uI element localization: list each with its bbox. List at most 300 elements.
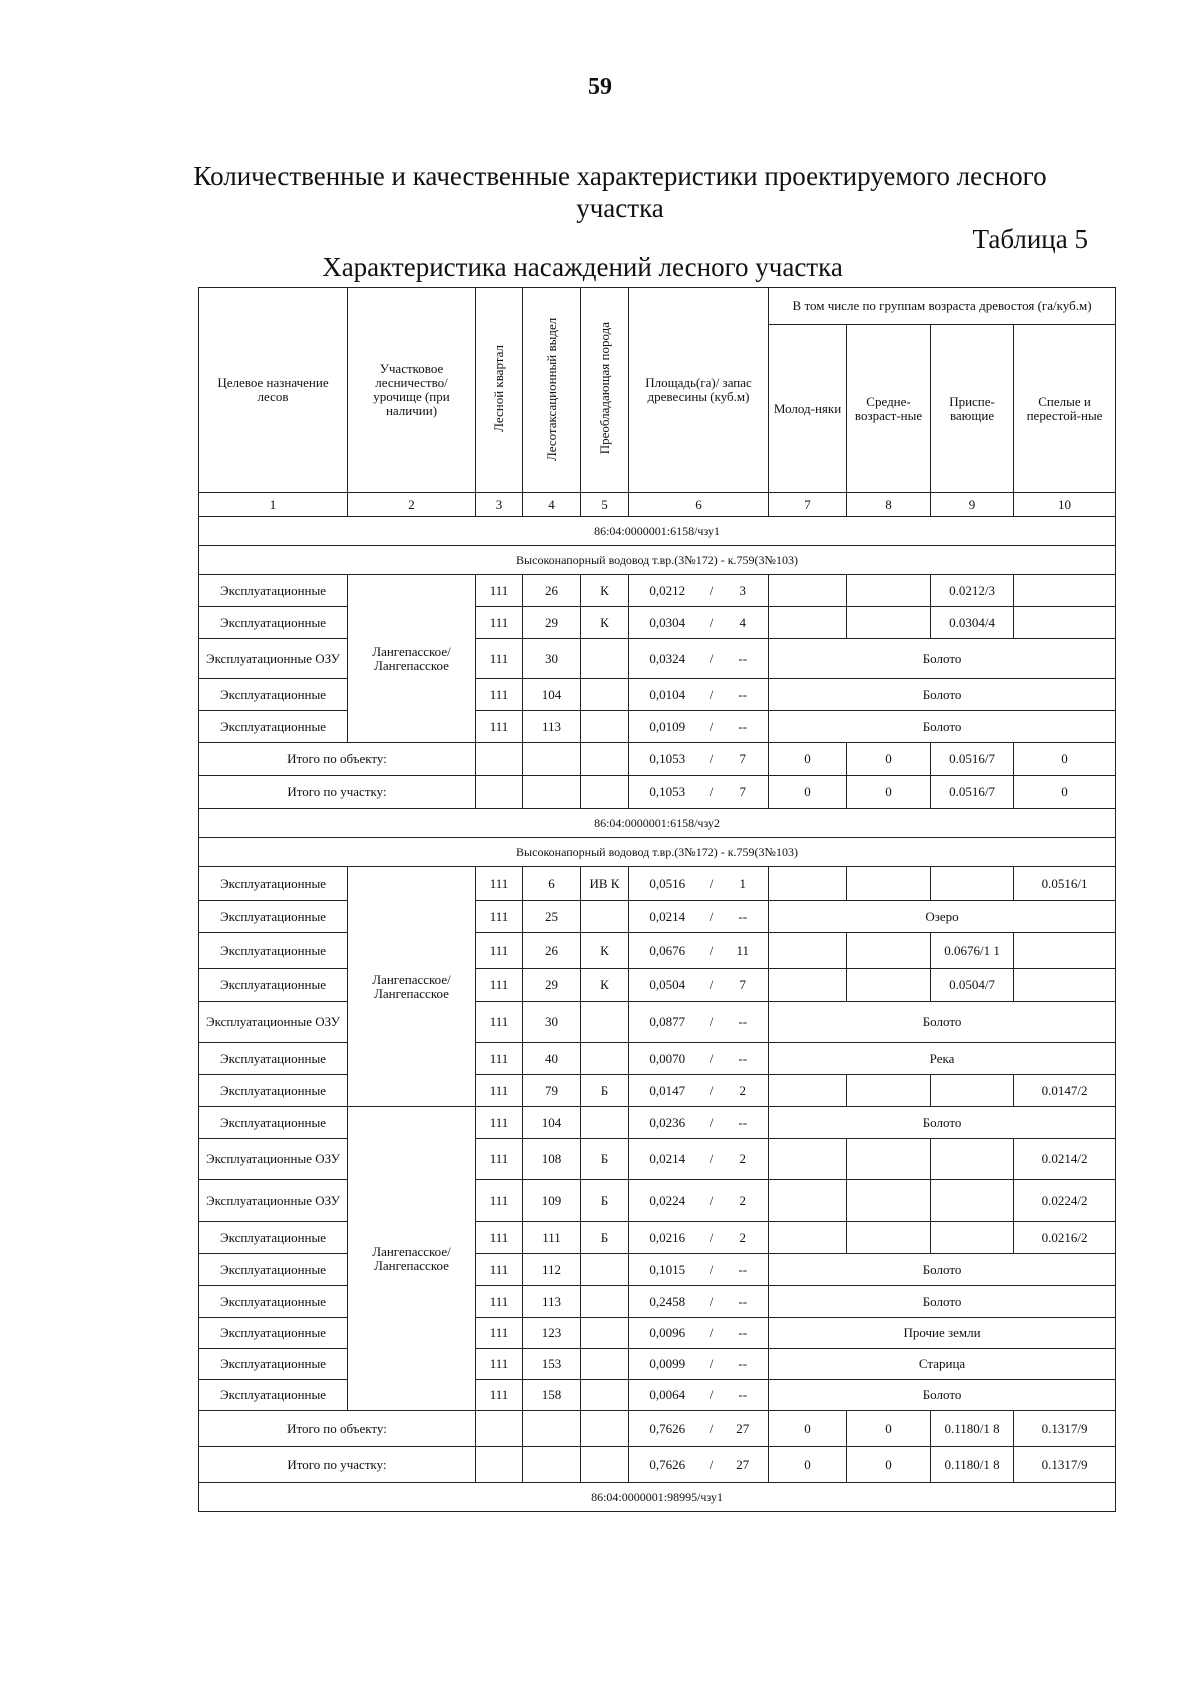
table-cell: 0 <box>847 776 931 809</box>
table-cell: 111 <box>476 575 523 607</box>
table-cell: 0.1317/9 <box>1014 1447 1116 1483</box>
table-cell: 4 <box>718 607 769 639</box>
table-cell <box>581 901 629 933</box>
table-cell <box>847 575 931 607</box>
table-cell: К <box>581 575 629 607</box>
land-type-note: Болото <box>769 1380 1116 1411</box>
table-cell: Итого по участку: <box>199 1447 476 1483</box>
page-number: 59 <box>588 74 612 100</box>
table-cell: 104 <box>523 679 581 711</box>
header-forestry: Участковое лесничество/ урочище (при наличии) <box>348 288 476 493</box>
table-row <box>199 1139 1116 1180</box>
table-cell: 26 <box>523 575 581 607</box>
table-cell: 3 <box>718 575 769 607</box>
table-cell <box>931 1222 1014 1254</box>
table-cell: 0,0236 <box>629 1107 706 1139</box>
table-row <box>199 639 1116 679</box>
table-cell <box>581 1254 629 1286</box>
table-cell: 2 <box>718 1180 769 1222</box>
land-type-note: Болото <box>769 679 1116 711</box>
table-cell <box>581 639 629 679</box>
table-cell: 109 <box>523 1180 581 1222</box>
table-cell: 7 <box>718 743 769 776</box>
table-cell: / <box>706 901 718 933</box>
table-cell: Б <box>581 1139 629 1180</box>
table-cell: -- <box>718 1380 769 1411</box>
table-cell: / <box>706 969 718 1002</box>
table-cell: К <box>581 933 629 969</box>
table-cell: 29 <box>523 969 581 1002</box>
table-cell <box>769 933 847 969</box>
header-quarter: Лесной квартал <box>476 288 523 493</box>
table-cell: 11 <box>718 933 769 969</box>
table-cell: 1 <box>718 867 769 901</box>
table-cell: 0,0104 <box>629 679 706 711</box>
land-type-note: Река <box>769 1043 1116 1075</box>
header-allotment: Лесотаксационный выдел <box>523 288 581 493</box>
table-cell <box>769 969 847 1002</box>
table-cell <box>476 743 523 776</box>
table-cell: -- <box>718 901 769 933</box>
table-cell: 113 <box>523 711 581 743</box>
col-number-2: 2 <box>348 493 476 517</box>
table-cell: 0.0516/7 <box>931 743 1014 776</box>
table-row <box>199 933 1116 969</box>
table-cell: 0.0304/4 <box>931 607 1014 639</box>
table-cell: 0.0516/7 <box>931 776 1014 809</box>
table-cell: 0,0304 <box>629 607 706 639</box>
table-cell <box>523 1411 581 1447</box>
table-cell <box>1014 607 1116 639</box>
table-cell: / <box>706 1002 718 1043</box>
table-cell: 104 <box>523 1107 581 1139</box>
header-middle-aged: Средне-возраст-ные <box>847 325 931 493</box>
table-cell <box>769 1222 847 1254</box>
table-cell: 79 <box>523 1075 581 1107</box>
table-cell: / <box>706 575 718 607</box>
table-cell: Эксплуатационные <box>199 1075 348 1107</box>
table-cell: 111 <box>476 1380 523 1411</box>
table-cell: -- <box>718 1254 769 1286</box>
table-cell: 111 <box>476 867 523 901</box>
header-purpose: Целевое назначение лесов <box>199 288 348 493</box>
table-cell: 7 <box>718 776 769 809</box>
table-cell: 0,0064 <box>629 1380 706 1411</box>
table-cell: 0 <box>1014 743 1116 776</box>
table-row <box>199 1286 1116 1318</box>
table-cell <box>1014 933 1116 969</box>
table-row <box>199 679 1116 711</box>
title-line-2: участка <box>576 193 664 223</box>
land-type-note: Болото <box>769 639 1116 679</box>
table-cell: 0 <box>1014 776 1116 809</box>
table-title: Характеристика насаждений лесного участка <box>322 252 843 282</box>
table-cell: 0,2458 <box>629 1286 706 1318</box>
table-cell: -- <box>718 639 769 679</box>
land-type-note: Болото <box>769 1002 1116 1043</box>
table-cell <box>769 1075 847 1107</box>
table-cell: 0,0109 <box>629 711 706 743</box>
table-cell <box>581 776 629 809</box>
table-cell: 0.0212/3 <box>931 575 1014 607</box>
table-cell: / <box>706 1222 718 1254</box>
header-age-groups: В том числе по группам возраста древостоя (га/куб.м) <box>769 288 1116 325</box>
table-cell <box>476 1447 523 1483</box>
table-cell: 0 <box>769 1411 847 1447</box>
table-cell: Эксплуатационные <box>199 1286 348 1318</box>
table-cell <box>581 1286 629 1318</box>
table-cell: 0,0099 <box>629 1349 706 1380</box>
total-parcel-row <box>199 776 1116 809</box>
table-cell: 7 <box>718 969 769 1002</box>
table-cell: 0 <box>847 1411 931 1447</box>
table-cell <box>931 1139 1014 1180</box>
title-line-1: Количественные и качественные характеристики проектируемого лесного <box>193 161 1047 191</box>
header-maturing: Приспе-вающие <box>931 325 1014 493</box>
table-cell: 0.1180/1 8 <box>931 1447 1014 1483</box>
table-cell: 30 <box>523 639 581 679</box>
table-cell <box>769 1139 847 1180</box>
table-cell: Эксплуатационные <box>199 1107 348 1139</box>
table-cell: 0,0504 <box>629 969 706 1002</box>
table-cell: / <box>706 1318 718 1349</box>
table-cell: / <box>706 1349 718 1380</box>
table-cell: 0,0877 <box>629 1002 706 1043</box>
table-cell <box>581 1002 629 1043</box>
col-number-5: 5 <box>581 493 629 517</box>
table-row <box>199 1180 1116 1222</box>
table-row <box>199 1222 1116 1254</box>
table-cell: / <box>706 1139 718 1180</box>
table-cell: / <box>706 1075 718 1107</box>
table-cell: Эксплуатационные <box>199 1222 348 1254</box>
table-cell: 0,0216 <box>629 1222 706 1254</box>
table-row <box>199 969 1116 1002</box>
col-number-4: 4 <box>523 493 581 517</box>
table-cell: 0.0676/1 1 <box>931 933 1014 969</box>
land-type-note: Старица <box>769 1349 1116 1380</box>
table-cell <box>769 607 847 639</box>
table-cell <box>769 1180 847 1222</box>
header-mature: Спелые и перестой-ные <box>1014 325 1116 493</box>
table-cell: Эксплуатационные ОЗУ <box>199 1139 348 1180</box>
table-cell: 0.0516/1 <box>1014 867 1116 901</box>
table-cell: 26 <box>523 933 581 969</box>
table-cell: / <box>706 1180 718 1222</box>
table-cell: 0.0147/2 <box>1014 1075 1116 1107</box>
table-cell: 0.0504/7 <box>931 969 1014 1002</box>
col-number-9: 9 <box>931 493 1014 517</box>
table-cell: 111 <box>476 1318 523 1349</box>
table-cell: 111 <box>476 1075 523 1107</box>
land-type-note: Озеро <box>769 901 1116 933</box>
land-type-note: Болото <box>769 1107 1116 1139</box>
table-cell <box>476 776 523 809</box>
table-cell: 111 <box>523 1222 581 1254</box>
table-cell: Эксплуатационные <box>199 679 348 711</box>
table-cell: / <box>706 1447 718 1483</box>
parcel-heading: 86:04:0000001:98995/чзу1 <box>199 1483 1116 1512</box>
table-cell: Эксплуатационные <box>199 575 348 607</box>
table-cell: 111 <box>476 711 523 743</box>
table-cell: 111 <box>476 1139 523 1180</box>
header-species: Преобладающая порода <box>581 288 629 493</box>
table-cell: 111 <box>476 933 523 969</box>
table-cell: 6 <box>523 867 581 901</box>
table-cell: 0,0070 <box>629 1043 706 1075</box>
table-cell: 111 <box>476 639 523 679</box>
table-cell: 0,0212 <box>629 575 706 607</box>
table-row <box>199 901 1116 933</box>
table-cell: 0,0324 <box>629 639 706 679</box>
table-cell <box>581 679 629 711</box>
total-object-row <box>199 743 1116 776</box>
object-heading: Высоконапорный водовод т.вр.(3№172) - к.759(3№103) <box>199 838 1116 867</box>
table-cell: -- <box>718 711 769 743</box>
table-cell <box>581 711 629 743</box>
table-cell: 30 <box>523 1002 581 1043</box>
table-cell <box>847 867 931 901</box>
table-cell: 0 <box>847 743 931 776</box>
table-row <box>199 1002 1116 1043</box>
table-cell <box>476 1411 523 1447</box>
col-number-7: 7 <box>769 493 847 517</box>
table-cell: Итого по участку: <box>199 776 476 809</box>
table-cell <box>1014 969 1116 1002</box>
table-cell: 0.0214/2 <box>1014 1139 1116 1180</box>
table-cell: 0,0096 <box>629 1318 706 1349</box>
table-cell <box>847 1180 931 1222</box>
table-cell: Эксплуатационные <box>199 969 348 1002</box>
table-cell: 111 <box>476 1254 523 1286</box>
table-cell: 0 <box>769 776 847 809</box>
land-type-note: Болото <box>769 1254 1116 1286</box>
table-row <box>199 1107 1116 1139</box>
table-cell: 0,0516 <box>629 867 706 901</box>
header-area-volume: Площадь(га)/ запас древесины (куб.м) <box>629 288 769 493</box>
table-cell: 158 <box>523 1380 581 1411</box>
table-cell: 0,1015 <box>629 1254 706 1286</box>
table-cell: 2 <box>718 1075 769 1107</box>
table-cell: 29 <box>523 607 581 639</box>
forestry-cell: Лангепасское/ Лангепасское <box>348 1107 476 1411</box>
table-cell <box>931 1075 1014 1107</box>
parcel-heading: 86:04:0000001:6158/чзу2 <box>199 809 1116 838</box>
col-number-8: 8 <box>847 493 931 517</box>
table-cell: Эксплуатационные <box>199 867 348 901</box>
table-cell: Итого по объекту: <box>199 743 476 776</box>
table-cell: 111 <box>476 1107 523 1139</box>
table-cell: / <box>706 933 718 969</box>
table-cell: Б <box>581 1222 629 1254</box>
table-row <box>199 1043 1116 1075</box>
table-cell: Эксплуатационные <box>199 1043 348 1075</box>
table-cell: / <box>706 776 718 809</box>
table-cell: / <box>706 1380 718 1411</box>
table-row <box>199 1075 1116 1107</box>
table-cell: 111 <box>476 1043 523 1075</box>
table-cell <box>1014 575 1116 607</box>
table-cell <box>523 1447 581 1483</box>
table-cell: 113 <box>523 1286 581 1318</box>
table-cell: / <box>706 607 718 639</box>
table-cell: 111 <box>476 901 523 933</box>
table-cell: Эксплуатационные <box>199 1254 348 1286</box>
table-cell <box>931 1180 1014 1222</box>
table-cell <box>523 776 581 809</box>
table-cell: Эксплуатационные <box>199 711 348 743</box>
table-cell: Эксплуатационные <box>199 1318 348 1349</box>
table-cell: 111 <box>476 607 523 639</box>
table-cell: / <box>706 1254 718 1286</box>
col-number-6: 6 <box>629 493 769 517</box>
table-cell: 111 <box>476 1002 523 1043</box>
table-cell: 0,0676 <box>629 933 706 969</box>
table-cell: Эксплуатационные <box>199 1349 348 1380</box>
table-cell: / <box>706 1286 718 1318</box>
table-cell: 112 <box>523 1254 581 1286</box>
table-number: Таблица 5 <box>972 224 1088 254</box>
table-cell: К <box>581 607 629 639</box>
table-cell <box>581 1043 629 1075</box>
col-number-3: 3 <box>476 493 523 517</box>
table-cell: 2 <box>718 1139 769 1180</box>
forestry-cell: Лангепасское/ Лангепасское <box>348 867 476 1107</box>
document-title <box>150 160 1090 224</box>
land-type-note: Прочие земли <box>769 1318 1116 1349</box>
col-number-1: 1 <box>199 493 348 517</box>
table-cell: 25 <box>523 901 581 933</box>
table-cell: -- <box>718 1002 769 1043</box>
table-cell <box>847 1139 931 1180</box>
table-cell <box>847 1075 931 1107</box>
table-cell: / <box>706 711 718 743</box>
table-cell: 0,1053 <box>629 743 706 776</box>
table-cell: 0,1053 <box>629 776 706 809</box>
table-cell <box>581 1447 629 1483</box>
table-cell: 111 <box>476 1180 523 1222</box>
table-cell: 0,7626 <box>629 1411 706 1447</box>
table-cell: Б <box>581 1180 629 1222</box>
table-cell: Эксплуатационные <box>199 607 348 639</box>
table-row <box>199 1349 1116 1380</box>
table-cell <box>581 1411 629 1447</box>
table-cell: 108 <box>523 1139 581 1180</box>
table-cell: Эксплуатационные ОЗУ <box>199 1180 348 1222</box>
land-type-note: Болото <box>769 711 1116 743</box>
table-cell: 153 <box>523 1349 581 1380</box>
table-cell: 111 <box>476 1286 523 1318</box>
table-cell <box>581 743 629 776</box>
table-cell: 123 <box>523 1318 581 1349</box>
table-cell: Эксплуатационные ОЗУ <box>199 1002 348 1043</box>
table-cell: 0.0216/2 <box>1014 1222 1116 1254</box>
header-young: Молод-няки <box>769 325 847 493</box>
table-cell: / <box>706 639 718 679</box>
table-cell: -- <box>718 679 769 711</box>
table-row <box>199 1254 1116 1286</box>
table-cell: ИВ К <box>581 867 629 901</box>
table-cell <box>847 933 931 969</box>
table-cell: 111 <box>476 1349 523 1380</box>
table-cell <box>847 607 931 639</box>
table-cell: / <box>706 743 718 776</box>
table-cell: 0 <box>769 743 847 776</box>
table-row <box>199 575 1116 607</box>
table-cell: Эксплуатационные <box>199 933 348 969</box>
table-row <box>199 1380 1116 1411</box>
table-cell: Эксплуатационные <box>199 1380 348 1411</box>
total-object-row <box>199 1411 1116 1447</box>
table-cell: 0,0224 <box>629 1180 706 1222</box>
table-cell: 0,0147 <box>629 1075 706 1107</box>
table-cell: 0,7626 <box>629 1447 706 1483</box>
table-cell <box>931 867 1014 901</box>
table-cell: 0.0224/2 <box>1014 1180 1116 1222</box>
table-cell <box>581 1380 629 1411</box>
table-cell: -- <box>718 1107 769 1139</box>
table-cell: -- <box>718 1286 769 1318</box>
table-row <box>199 867 1116 901</box>
forest-stand-table <box>198 287 1116 1512</box>
table-cell <box>847 1222 931 1254</box>
parcel-heading: 86:04:0000001:6158/чзу1 <box>199 517 1116 546</box>
table-cell: 0 <box>769 1447 847 1483</box>
table-cell <box>581 1107 629 1139</box>
table-cell: К <box>581 969 629 1002</box>
table-cell: / <box>706 679 718 711</box>
table-cell <box>769 867 847 901</box>
table-row <box>199 711 1116 743</box>
table-cell <box>581 1318 629 1349</box>
table-cell: 111 <box>476 679 523 711</box>
col-number-10: 10 <box>1014 493 1116 517</box>
table-cell: 40 <box>523 1043 581 1075</box>
table-cell: 111 <box>476 969 523 1002</box>
table-cell: / <box>706 867 718 901</box>
table-cell: / <box>706 1411 718 1447</box>
table-cell: 0 <box>847 1447 931 1483</box>
table-cell: Эксплуатационные ОЗУ <box>199 639 348 679</box>
table-cell: Б <box>581 1075 629 1107</box>
table-cell <box>769 575 847 607</box>
table-cell <box>581 1349 629 1380</box>
table-cell: 0,0214 <box>629 901 706 933</box>
total-parcel-row <box>199 1447 1116 1483</box>
table-cell: Итого по объекту: <box>199 1411 476 1447</box>
table-cell: / <box>706 1107 718 1139</box>
table-row <box>199 607 1116 639</box>
table-cell: 27 <box>718 1447 769 1483</box>
table-cell: 0.1180/1 8 <box>931 1411 1014 1447</box>
table-cell <box>523 743 581 776</box>
table-cell: 2 <box>718 1222 769 1254</box>
table-row <box>199 1318 1116 1349</box>
table-cell: -- <box>718 1349 769 1380</box>
table-cell: -- <box>718 1318 769 1349</box>
table-cell: 0.1317/9 <box>1014 1411 1116 1447</box>
forestry-cell: Лангепасское/ Лангепасское <box>348 575 476 743</box>
table-cell: -- <box>718 1043 769 1075</box>
object-heading: Высоконапорный водовод т.вр.(3№172) - к.759(3№103) <box>199 546 1116 575</box>
table-cell: 111 <box>476 1222 523 1254</box>
table-cell: Эксплуатационные <box>199 901 348 933</box>
land-type-note: Болото <box>769 1286 1116 1318</box>
table-cell: 27 <box>718 1411 769 1447</box>
table-cell: / <box>706 1043 718 1075</box>
table-cell: 0,0214 <box>629 1139 706 1180</box>
table-cell <box>847 969 931 1002</box>
